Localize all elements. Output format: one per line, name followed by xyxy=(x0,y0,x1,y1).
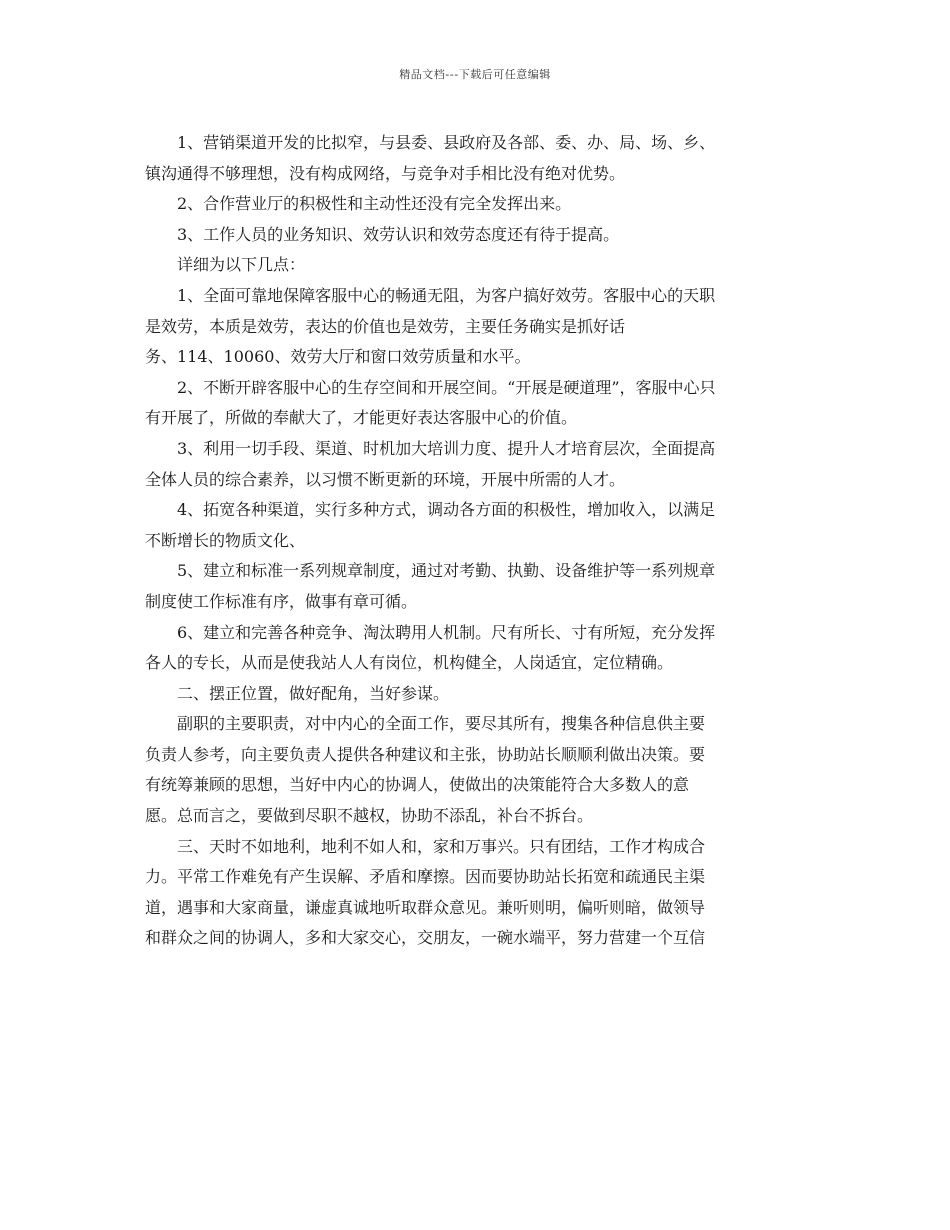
text-line: 力。平常工作难免有产生误解、矛盾和摩擦。因而要协助站长拓宽和疏通民主渠 xyxy=(145,867,706,887)
text-line: 全体人员的综合素养，以习惯不断更新的环境，开展中所需的人才。 xyxy=(145,469,626,489)
text-line: 有统筹兼顾的思想，当好中内心的协调人，使做出的决策能符合大多数人的意 xyxy=(145,775,690,795)
text-line: 详细为以下几点： xyxy=(177,255,306,275)
text-line: 是效劳，本质是效劳，表达的价值也是效劳，主要任务确实是抓好话 xyxy=(145,316,626,336)
text-line: 2、合作营业厅的积极性和主动性还没有完全发挥出来。 xyxy=(177,194,572,214)
text-line: 3、工作人员的业务知识、效劳认识和效劳态度还有待于提高。 xyxy=(177,224,620,244)
text-line: 6、建立和完善各种竞争、淘汰聘用人机制。尺有所长、寸有所短，充分发挥 xyxy=(177,622,716,642)
text-line: 不断增长的物质文化、 xyxy=(145,530,306,550)
text-line: 有开展了，所做的奉献大了，才能更好表达客服中心的价值。 xyxy=(145,408,578,428)
text-line: 3、利用一切手段、渠道、时机加大培训力度、提升人才培育层次，全面提高 xyxy=(177,438,716,458)
text-line: 1、全面可靠地保障客服中心的畅通无阻，为客户搞好效劳。客服中心的天职 xyxy=(177,285,716,305)
text-line: 道，遇事和大家商量，谦虚真诚地听取群众意见。兼听则明，偏听则暗，做领导 xyxy=(145,897,706,917)
text-line: 镇沟通得不够理想，没有构成网络，与竞争对手相比没有绝对优势。 xyxy=(145,163,626,183)
text-line: 负责人参考，向主要负责人提供各种建议和主张，协助站长顺顺利做出决策。要 xyxy=(145,744,706,764)
text-line: 三、天时不如地利，地利不如人和，家和万事兴。只有团结，工作才构成合 xyxy=(177,836,706,856)
text-line: 2、不断开辟客服中心的生存空间和开展空间。“开展是硬道理”，客服中心只 xyxy=(177,377,716,397)
text-line: 1、营销渠道开发的比拟窄，与县委、县政府及各部、委、办、局、场、乡、 xyxy=(177,133,716,152)
text-line: 各人的专长，从而是使我站人人有岗位，机构健全，人岗适宜，定位精确。 xyxy=(145,653,674,673)
page-header: 精品文档---下载后可任意编辑 xyxy=(399,68,551,81)
text-line: 制度使工作标准有序，做事有章可循。 xyxy=(145,591,418,611)
text-line: 和群众之间的协调人，多和大家交心，交朋友，一碗水端平，努力营建一个互信 xyxy=(145,928,706,948)
text-line: 务、114、10060、效劳大厅和窗口效劳质量和水平。 xyxy=(145,347,531,367)
document-body xyxy=(145,128,805,954)
text-line: 4、拓宽各种渠道，实行多种方式，调动各方面的积极性，增加收入，以满足 xyxy=(177,500,716,520)
text-line: 愿。总而言之，要做到尽职不越权，协助不添乱，补台不拆台。 xyxy=(145,806,594,826)
text-line: 副职的主要职责，对中内心的全面工作，要尽其所有，搜集各种信息供主要 xyxy=(177,714,706,734)
text-line: 二、摆正位置，做好配角，当好参谋。 xyxy=(177,683,450,703)
text-line: 5、建立和标准一系列规章制度，通过对考勤、执勤、设备维护等一系列规章 xyxy=(177,561,716,581)
